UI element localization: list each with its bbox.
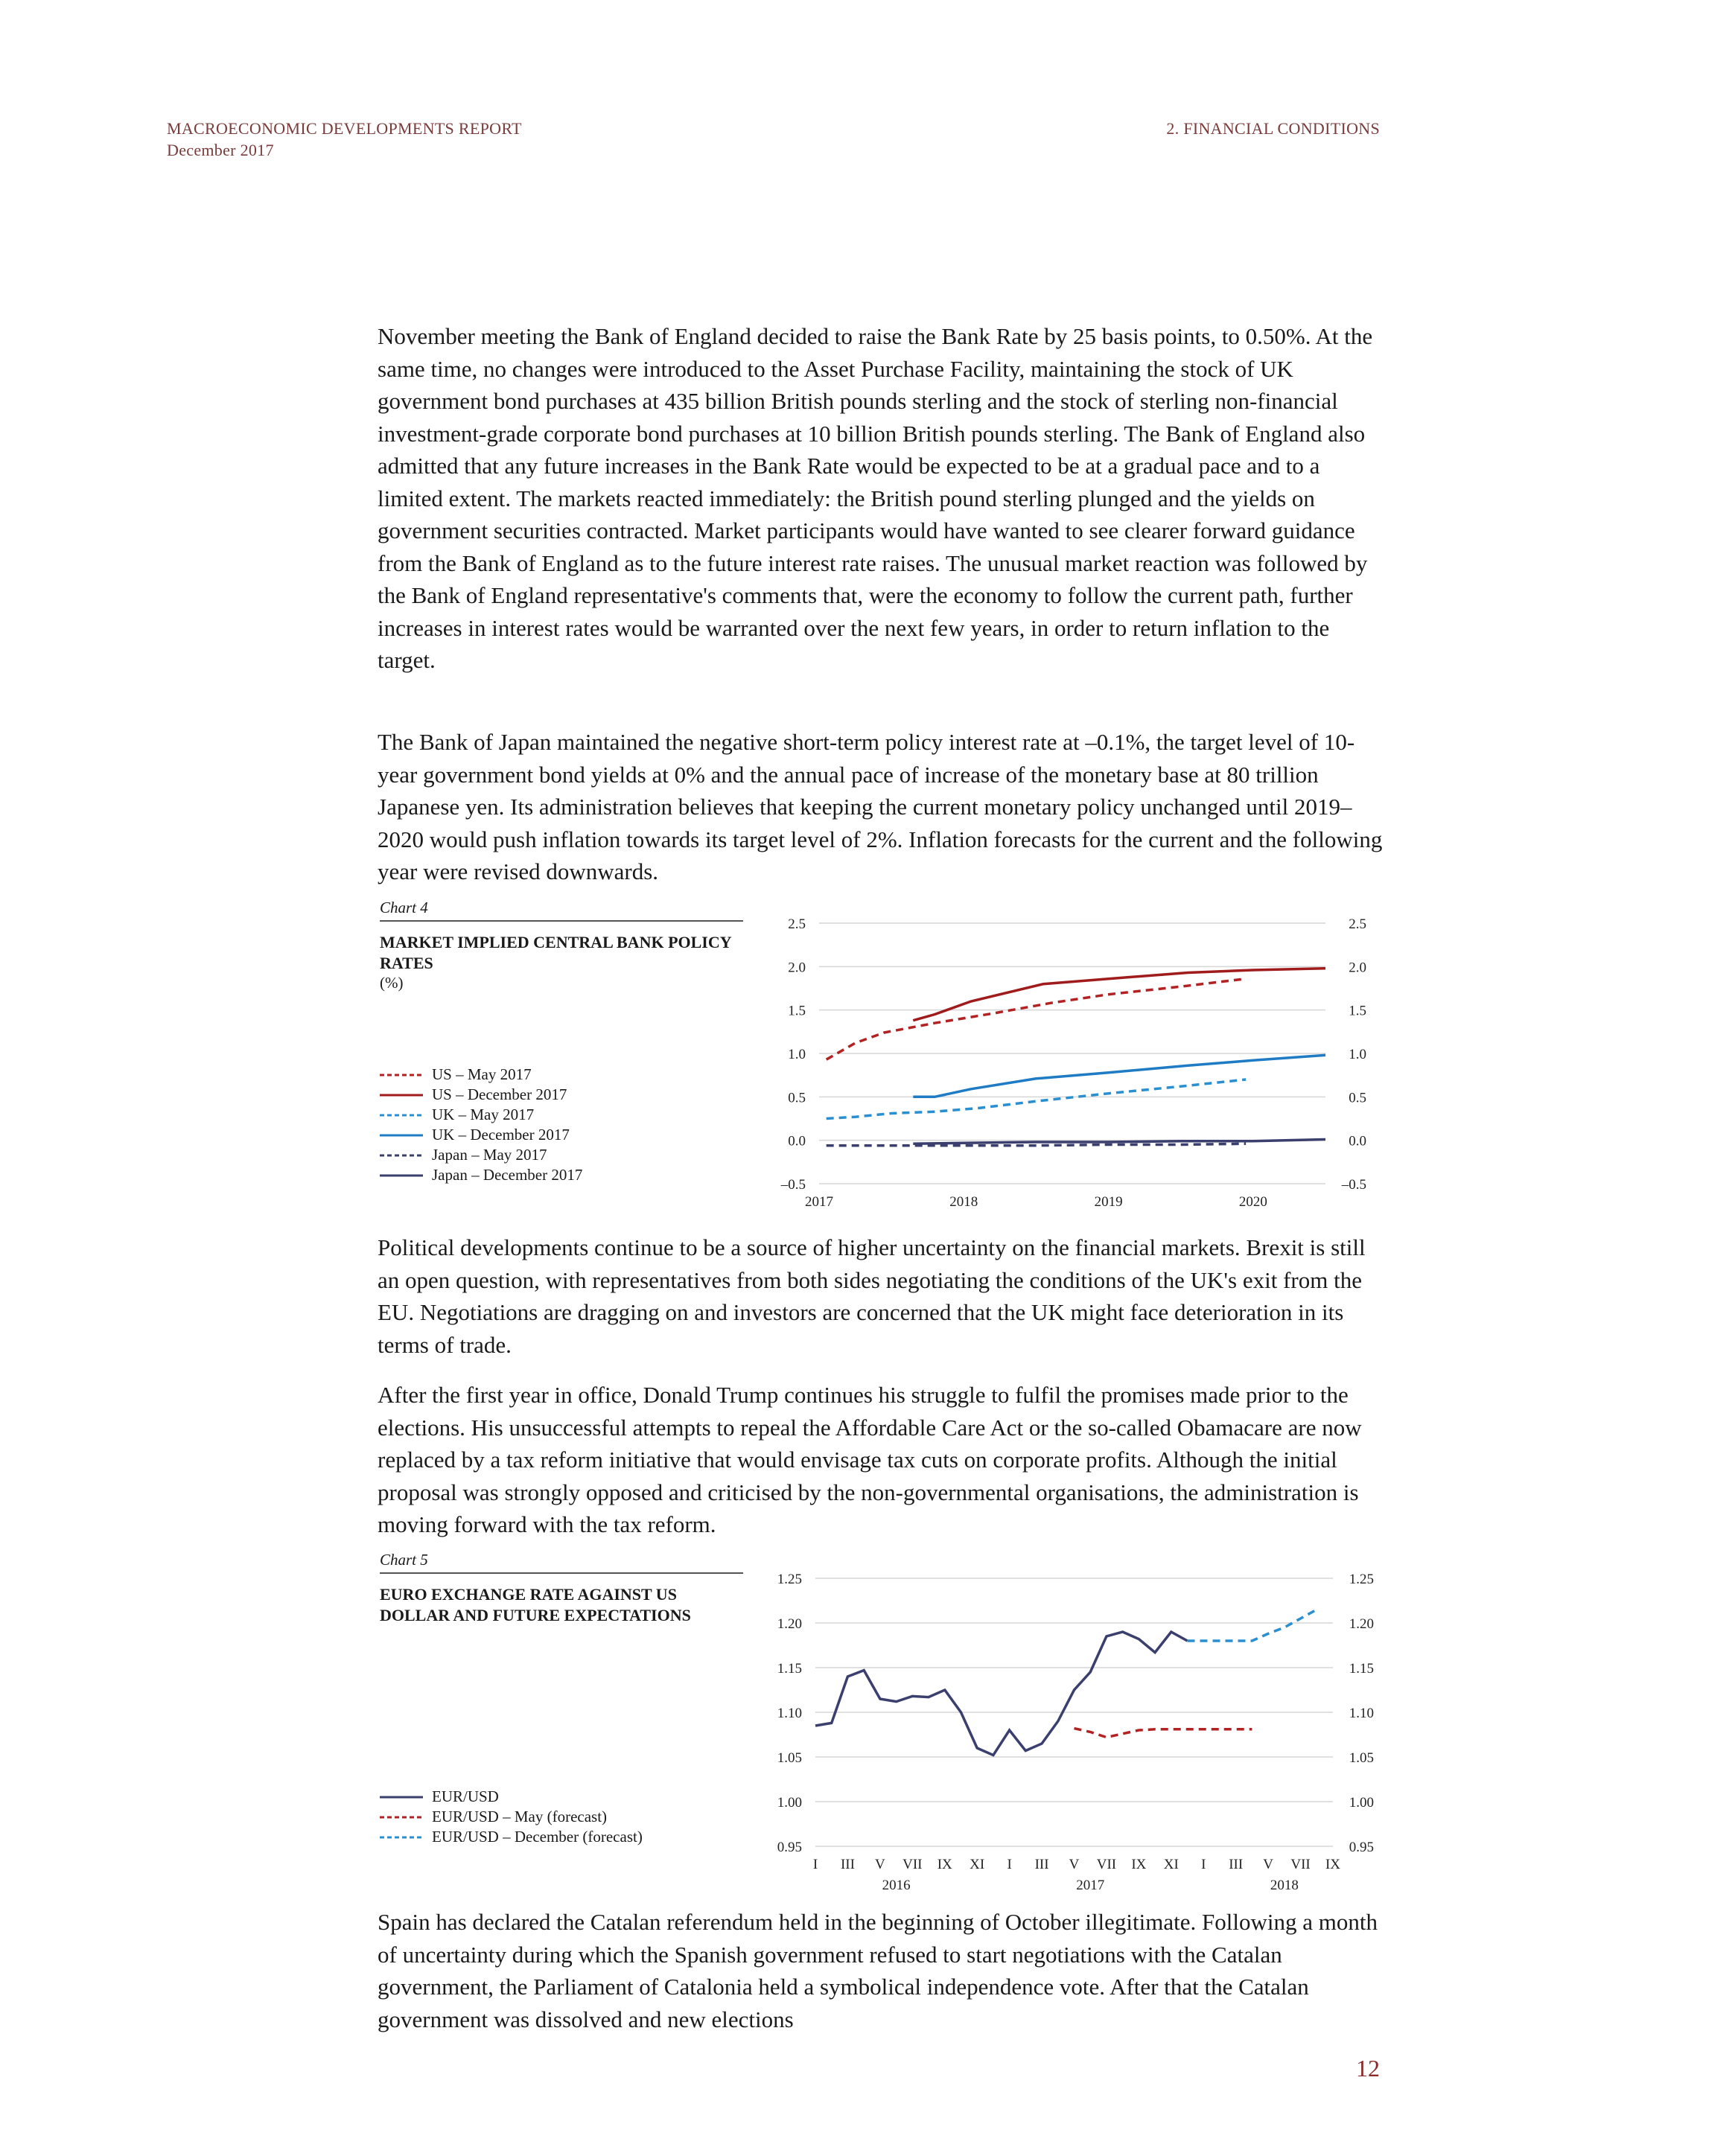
chart5-legend-swatch [380,1834,423,1841]
paragraph-political: Political developments continue to be a source of higher uncertainty on the financial markets. Brexit is still an open question, with representatives from both sides negotiating the conditions of the UK's exit from the EU. Negotiations are dragging on and investors are concerned that the UK might face deterioration in its terms of trade. [378,1234,1366,1358]
chart5-ytick-right: 1.25 [1349,1572,1374,1587]
chart5-series-line [1075,1729,1252,1738]
chart5-legend-swatch [380,1814,423,1821]
chart4-xtick: 2017 [805,1194,833,1210]
chart5-series-line [1188,1610,1317,1641]
chart4-series-line [827,1079,1246,1119]
chart5-xtick: VII [1096,1857,1117,1872]
chart4-legend-swatch [380,1172,423,1179]
chart4-legend-item [380,1065,582,1085]
chart4-ytick-left: 0.0 [788,1133,806,1149]
chart5-legend-label: EUR/USD – December (forecast) [432,1828,643,1846]
chart4-xtick: 2018 [949,1194,978,1210]
page-number: 12 [1356,2055,1380,2082]
chart5-xtick: XI [1163,1857,1179,1872]
chart4-ytick-right: 2.5 [1349,916,1366,932]
chart5-xtick: III [1229,1857,1244,1872]
chart4-ytick-left: –0.5 [780,1177,806,1193]
chart5-title: EURO EXCHANGE RATE AGAINST US DOLLAR AND FUTURE EXPECTATIONS [380,1585,691,1624]
chart5-legend-item [380,1807,643,1827]
chart4-ytick-right: 1.0 [1349,1047,1366,1062]
chart5-legend-item [380,1827,643,1847]
chart5-ytick-left: 1.25 [777,1572,802,1587]
chart5-ytick-left: 0.95 [777,1840,802,1855]
paragraph-spain: Spain has declared the Catalan referendum held in the beginning of October illegitimate. Following a month of uncertainty during which the Spanish government refused to start negotiations with the Catalan government, the Parliament of Catalonia held a symbolical independence vote. After that the Catalan government was dissolved and new elections [378,1909,1378,2032]
chart5-ytick-right: 1.10 [1349,1706,1374,1721]
chart5-xtick: VII [902,1857,923,1872]
chart5-xtick: XI [970,1857,985,1872]
chart4-ytick-right: 0.5 [1349,1090,1366,1106]
chart4-ytick-right: 2.0 [1349,960,1366,976]
chart5-plot [774,1563,1519,1893]
chart4-legend-label: US – May 2017 [432,1065,532,1083]
report-title: MACROECONOMIC DEVELOPMENTS REPORT [167,119,522,138]
chart4-legend-swatch [380,1112,423,1119]
chart4-legend-label: UK – May 2017 [432,1106,535,1123]
chart5-xtick: I [812,1857,818,1872]
chart5-ytick-right: 1.20 [1349,1616,1374,1632]
chart5-legend-swatch [380,1793,423,1801]
chart4-ytick-left: 1.5 [788,1003,806,1019]
chart5-xtick: IX [1325,1857,1341,1872]
chart4-unit: (%) [380,974,404,992]
chart5-side [380,1551,743,1626]
chart4-xtick: 2020 [1238,1194,1267,1210]
chart4-ytick-right: 1.5 [1349,1003,1366,1019]
chart4-legend-label: Japan – December 2017 [432,1166,583,1184]
chart5-year-label: 2018 [1270,1878,1299,1893]
chart4-ytick-left: 1.0 [788,1047,806,1062]
chart4-ytick-left: 2.5 [788,916,806,932]
chart5-xtick: VII [1290,1857,1311,1872]
chart4-legend-label: UK – December 2017 [432,1126,570,1144]
chart5-legend-label: EUR/USD – May (forecast) [432,1808,608,1825]
chart4-series-line [827,979,1246,1060]
chart4-ytick-left: 0.5 [788,1090,806,1106]
chart5-series-line [815,1632,1188,1755]
chart4-legend-label: Japan – May 2017 [432,1146,547,1164]
chart4-legend-item [380,1165,582,1185]
chart4-ytick-right: –0.5 [1341,1177,1366,1193]
chart5-ytick-right: 0.95 [1349,1840,1374,1855]
report-date: December 2017 [167,141,274,159]
chart4-series-line [827,1144,1246,1145]
chart5-ytick-left: 1.15 [777,1661,802,1677]
chart5-ytick-right: 1.05 [1349,1750,1374,1766]
chart4-legend-item [380,1085,582,1105]
chart4-plot [774,908,1735,1210]
chart4-legend-item [380,1125,582,1145]
chart5-xtick: I [1007,1857,1012,1872]
chart4-series-line [913,969,1325,1021]
chart5-xtick: III [1034,1857,1049,1872]
chart4-series-line [913,1055,1325,1097]
chart4-title: MARKET IMPLIED CENTRAL BANK POLICY RATES [380,933,731,972]
chart5-ytick-left: 1.00 [777,1795,802,1811]
chart4-ytick-right: 0.0 [1349,1133,1366,1149]
chart5-year-label: 2016 [882,1878,911,1893]
chart5-ytick-left: 1.10 [777,1706,802,1721]
chart4-legend-label: US – December 2017 [432,1085,567,1103]
chart5-ytick-right: 1.15 [1349,1661,1374,1677]
chart4-legend-swatch [380,1152,423,1159]
chart5-ytick-left: 1.20 [777,1616,802,1632]
chart5-xtick: V [1069,1857,1080,1872]
chart5-label: Chart 5 [380,1551,743,1574]
chart4-legend-swatch [380,1071,423,1079]
chart4-legend-swatch [380,1091,423,1099]
chart5-xtick: V [1263,1857,1273,1872]
chart4-legend-swatch [380,1132,423,1139]
chart4-ytick-left: 2.0 [788,960,806,976]
chart5-xtick: I [1201,1857,1206,1872]
chart5-ytick-right: 1.00 [1349,1795,1374,1811]
chart4-legend [380,1065,582,1185]
chart5-legend-item [380,1787,643,1807]
chart5-year-label: 2017 [1076,1878,1105,1893]
chart4-legend-item [380,1145,582,1165]
chart5-xtick: IX [937,1857,952,1872]
chart4-xtick: 2019 [1094,1194,1123,1210]
chart5-legend-label: EUR/USD [432,1787,499,1805]
chart4-side [380,899,743,992]
paragraph-boe: November meeting the Bank of England decided to raise the Bank Rate by 25 basis points, to 0.50%. At the same time, no changes were introduced to the Asset Purchase Facility, maintaining the stock of UK government bond purchases at 435 billion British pounds sterling and the stock of sterling non-financial investment-grade corporate bond purchases at 10 billion British pounds sterling. The Bank of England also admitted that any future increases in the Bank Rate would be expected to be at a gradual pace and to a limited extent. The markets reacted immediately: the British pound sterling plunged and the yields on government securities contracted. Market participants would have wanted to see clearer forward guidance from the Bank of England as to the future interest rate raises. The unusual market reaction was followed by the Bank of England representative's comments that, were the economy to follow the current path, further increases in interest rates would be warranted over the next few years, in order to return inflation to the target. [378,323,1373,673]
section-title: 2. FINANCIAL CONDITIONS [1166,119,1380,138]
paragraph-boj: The Bank of Japan maintained the negative short-term policy interest rate at –0.1%, the target level of 10-year government bond yields at 0% and the annual pace of increase of the monetary base at 80 trillion Japanese yen. Its administration believes that keeping the current monetary policy unchanged until 2019–2020 would push inflation towards its target level of 2%. Inflation forecasts for the current and the following year were revised downwards. [378,729,1383,884]
chart5-ytick-left: 1.05 [777,1750,802,1766]
chart5-xtick: IX [1131,1857,1147,1872]
chart5-xtick: V [875,1857,885,1872]
chart5-xtick: III [840,1857,855,1872]
paragraph-trump: After the first year in office, Donald Trump continues his struggle to fulfil the promises made prior to the elections. His unsuccessful attempts to repeal the Affordable Care Act or the so-called Obamacare are now replaced by a tax reform initiative that would envisage tax cuts on corporate profits. Although the initial proposal was strongly opposed and criticised by the non-governmental organisations, the administration is moving forward with the tax reform. [378,1382,1362,1537]
chart4-legend-item [380,1105,582,1125]
chart5-legend [380,1787,643,1847]
chart4-label: Chart 4 [380,899,743,922]
